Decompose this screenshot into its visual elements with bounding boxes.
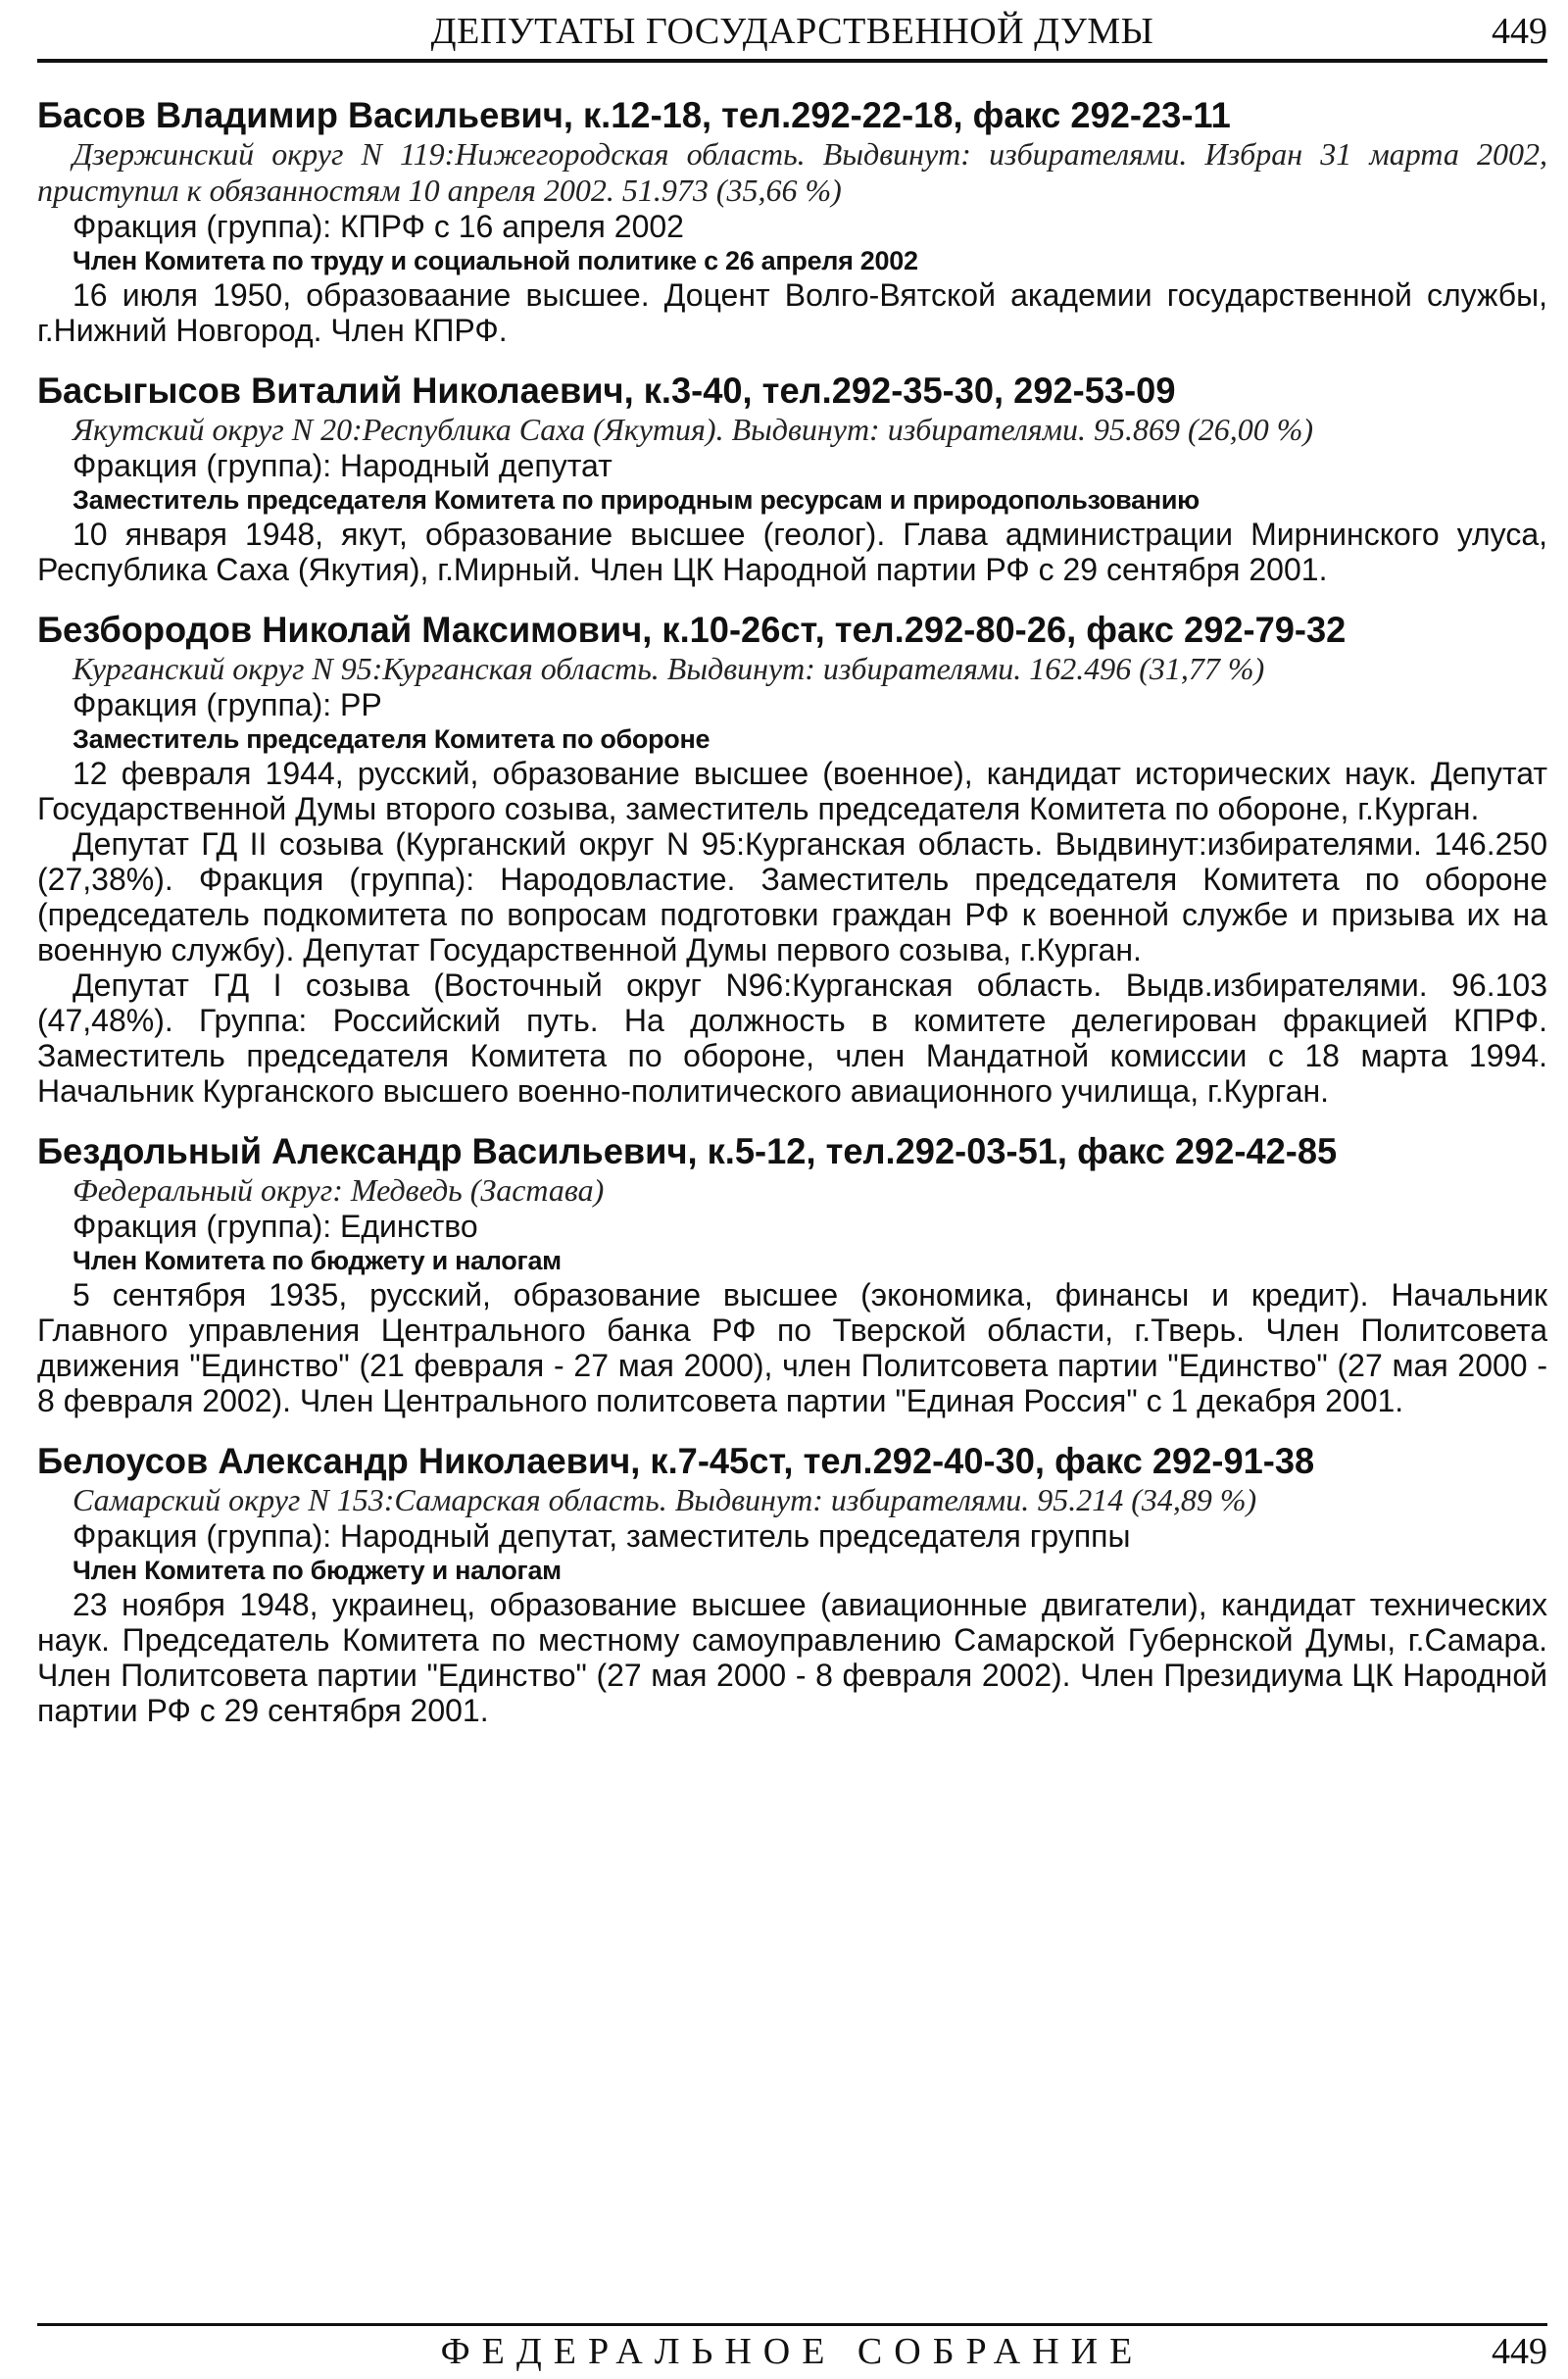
footer-rule — [37, 2323, 1547, 2326]
deputy-bio-first-convocation: Депутат ГД I созыва (Восточный округ N96:Курганская область. Выдв.избирателями. 96.103 (47,48%). Группа: Российский путь. На должность в комитете делегирован фракцией КПРФ. Заместитель председателя Комитета по обороне, член Мандатной комиссии с 18 марта 1994. Начальник Курганского высшего военно-политического авиационного училища, г.Курган. — [37, 967, 1547, 1109]
deputy-district: Федеральный округ: Медведь (Застава) — [73, 1172, 605, 1208]
deputy-faction: Фракция (группа): Народный депутат — [73, 448, 612, 483]
deputy-district: Курганский округ N 95:Курганская область. Выдвинут: избирателями. 162.496 (31,77 %) — [73, 651, 1265, 686]
deputy-bio: 10 января 1948, якут, образование высшее (геолог). Глава администрации Мирнинского улуса, Республика Саха (Якутия), г.Мирный. Член ЦК Народной партии РФ с 29 сентября 2001. — [37, 517, 1547, 587]
deputy-district: Самарский округ N 153:Самарская область. Выдвинут: избирателями. 95.214 (34,89 %) — [73, 1482, 1257, 1517]
deputy-list — [37, 94, 1547, 1750]
footer-page-number: 449 — [1492, 2331, 1547, 2372]
deputy-name: Белоусов Александр Николаевич, к.7-45ст, тел.292-40-30, факс 292-91-38 — [37, 1441, 1315, 1481]
deputy-district: Дзержинский округ N 119:Нижегородская область. Выдвинут: избирателями. Избран 31 марта 2002, приступил к обязанностям 10 апреля 2002. 51.973 (35,66 %) — [37, 136, 1547, 208]
deputy-committee: Заместитель председателя Комитета по природным ресурсам и природопользованию — [73, 485, 1200, 515]
deputy-bio: 12 февраля 1944, русский, образование высшее (военное), кандидат исторических наук. Депутат Государственной Думы второго созыва, заместитель председателя Комитета по обороне, г.Курган. — [37, 756, 1547, 826]
deputy-faction: Фракция (группа): РР — [73, 687, 382, 722]
deputy-name: Бездольный Александр Васильевич, к.5-12, тел.292-03-51, факс 292-42-85 — [37, 1131, 1338, 1171]
deputy-name: Басыгысов Виталий Николаевич, к.3-40, тел.292-35-30, 292-53-09 — [37, 371, 1176, 411]
running-footer — [37, 2330, 1547, 2374]
header-page-number: 449 — [1492, 11, 1547, 52]
deputy-committee: Член Комитета по бюджету и налогам — [73, 1556, 562, 1585]
deputy-entry — [37, 94, 1547, 348]
header-title: ДЕПУТАТЫ ГОСУДАРСТВЕННОЙ ДУМЫ — [430, 11, 1154, 52]
document-page — [37, 0, 1547, 2379]
deputy-faction: Фракция (группа): Народный депутат, заместитель председателя группы — [73, 1518, 1131, 1554]
header-rule — [37, 59, 1547, 63]
deputy-district: Якутский округ N 20:Республика Саха (Якутия). Выдвинут: избирателями. 95.869 (26,00 %) — [73, 412, 1314, 447]
running-header — [37, 10, 1547, 59]
footer-title: ФЕДЕРАЛЬНОЕ СОБРАНИЕ — [440, 2331, 1145, 2372]
deputy-entry — [37, 1440, 1547, 1728]
deputy-committee: Член Комитета по бюджету и налогам — [73, 1246, 562, 1275]
deputy-entry — [37, 370, 1547, 587]
deputy-name: Басов Владимир Васильевич, к.12-18, тел.292-22-18, факс 292-23-11 — [37, 95, 1231, 135]
deputy-faction: Фракция (группа): Единство — [73, 1209, 478, 1244]
deputy-faction: Фракция (группа): КПРФ с 16 апреля 2002 — [73, 209, 684, 244]
deputy-bio: 23 ноября 1948, украинец, образование высшее (авиационные двигатели), кандидат технических наук. Председатель Комитета по местному самоуправлению Самарской Губернской Думы, г.Самара. Член Политсовета партии "Единство" (27 мая 2000 - 8 февраля 2002). Член Президиума ЦК Народной партии РФ с 29 сентября 2001. — [37, 1587, 1547, 1728]
deputy-bio: 16 июля 1950, образоваание высшее. Доцент Волго-Вятской академии государственной службы, г.Нижний Новгород. Член КПРФ. — [37, 277, 1547, 348]
deputy-entry — [37, 1130, 1547, 1418]
deputy-name: Безбородов Николай Максимович, к.10-26ст, тел.292-80-26, факс 292-79-32 — [37, 610, 1347, 650]
deputy-committee: Член Комитета по труду и социальной политике с 26 апреля 2002 — [73, 246, 918, 275]
deputy-committee: Заместитель председателя Комитета по обороне — [73, 724, 710, 754]
deputy-bio-previous-convocation: Депутат ГД II созыва (Курганский округ N 95:Курганская область. Выдвинут:избирателями. 146.250 (27,38%). Фракция (группа): Народовластие. Заместитель председателя Комитета по обороне (председатель подкомитета по вопросам подготовки граждан РФ к военной службе и призыва их на военную службу). Депутат Государственной Думы первого созыва, г.Курган. — [37, 826, 1547, 967]
deputy-entry — [37, 609, 1547, 1109]
deputy-bio: 5 сентября 1935, русский, образование высшее (экономика, финансы и кредит). Начальник Главного управления Центрального банка РФ по Тверской области, г.Тверь. Член Политсовета движения "Единство" (21 февраля - 27 мая 2000), член Политсовета партии "Единство" (27 мая 2000 - 8 февраля 2002). Член Центрального политсовета партии "Единая Россия" с 1 декабря 2001. — [37, 1277, 1547, 1418]
